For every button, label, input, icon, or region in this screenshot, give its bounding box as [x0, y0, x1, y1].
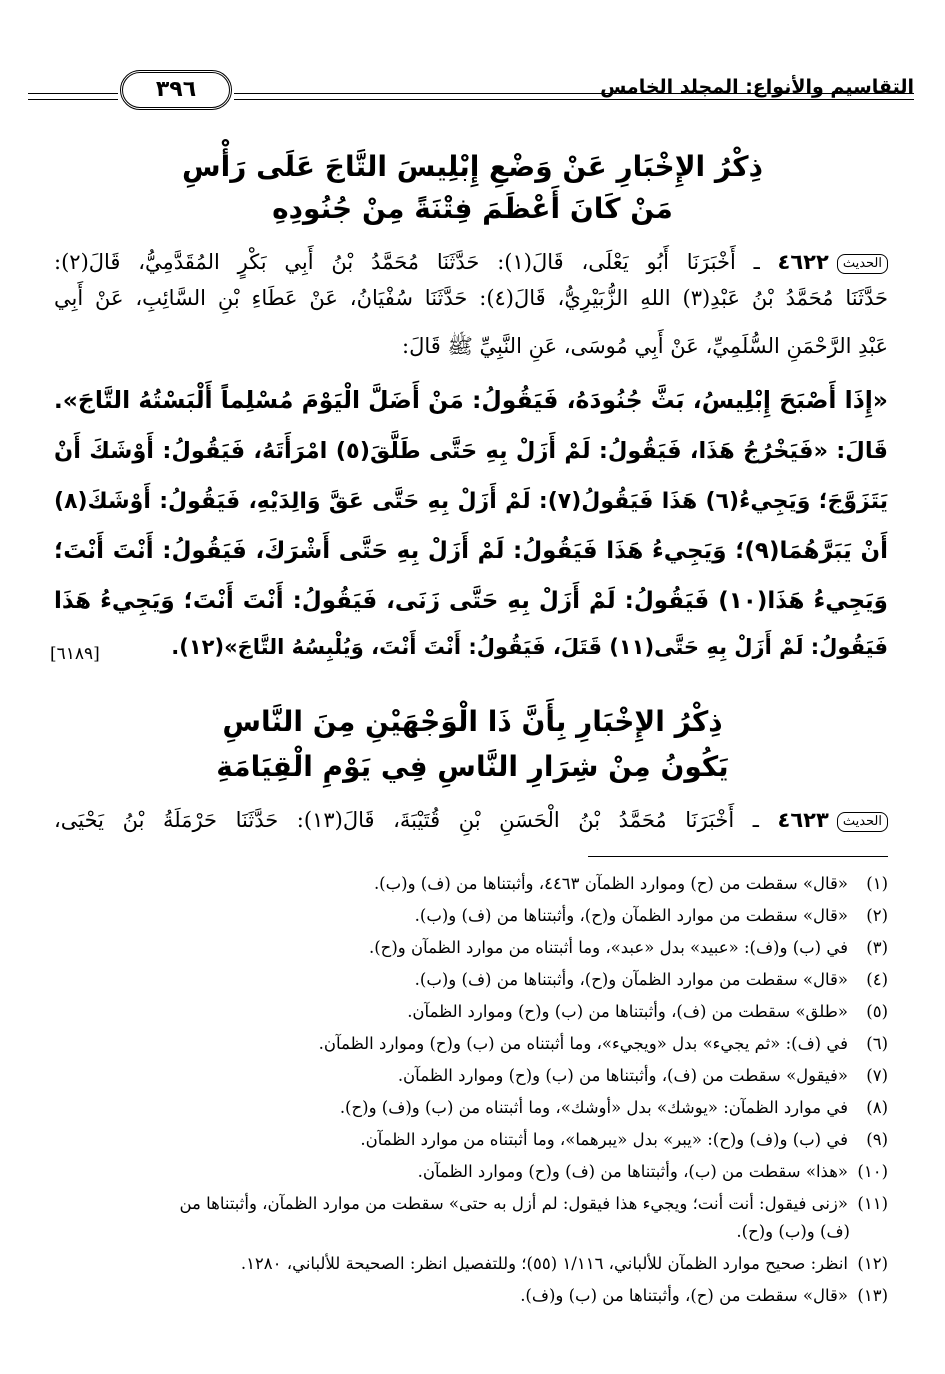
footnote-5: (٥)«طلق» سقطت من (ف)، وأثبتناها من (ب) و(ح) وموارد الظمآن.: [407, 1002, 888, 1021]
narration-text: ـ أَخْبَرَنَا أَبُو يَعْلَى، قَالَ(١): حَدَّثَنَا مُحَمَّدُ بْنُ أَبِي بَكْرٍ المُقَدَّمِيُّ، قَالَ(٢):: [54, 250, 760, 274]
hadith-number: ٤٦٢٢: [777, 250, 829, 274]
section-title-1-line-1: ذِكْرُ الإِخْبَارِ عَنْ وَضْعِ إِبْلِيسَ التَّاجَ عَلَى رَأْسِ: [182, 150, 763, 183]
hadith-4622-matn-line-2: قَالَ: «فَيَخْرُجُ هَذَا، فَيَقُولُ: لَمْ أَزَلْ بِهِ حَتَّى طَلَّقَ(٥) امْرَأَتَهُ، فَيَقُولُ: أَوْشَكَ أَنْ: [54, 438, 888, 464]
footnote-2: (٢)«قال» سقطت من موارد الظمآن و(ح)، وأثبتناها من (ف) و(ب).: [414, 906, 888, 925]
footnote-11: (١١)«زنى فيقول: أنت أنت؛ ويجيء هذا فيقول: لم أزل به حتى» سقطت من موارد الظمآن، وأثبتناها من: [179, 1194, 888, 1213]
running-header: [28, 68, 914, 118]
footnote-separator: [588, 856, 888, 857]
footnote-6: (٦)في (ف): «ثم يجيء» بدل «ويجيء»، وما أثبتناه من (ب) و(ح) وموارد الظمآن.: [318, 1034, 888, 1053]
hadith-badge: الحديث: [837, 254, 888, 274]
narration-text: ـ أَخْبَرَنَا مُحَمَّدُ بْنُ الْحَسَنِ بْنِ قُتَيْبَةَ، قَالَ(١٣): حَدَّثَنَا حَرْمَلَةُ بْنُ يَحْيَى،: [54, 808, 759, 832]
footnote-3: (٣)في (ب) و(ف): «عبيد» بدل «عبد»، وما أثبتناه من موارد الظمآن و(ح).: [369, 938, 888, 957]
footnote-9: (٩)في (ب) و(ف) و(ح): «يبر» بدل «يبرهما»، وما أثبتناه من موارد الظمآن.: [360, 1130, 888, 1149]
footnote-4: (٤)«قال» سقطت من موارد الظمآن و(ح)، وأثبتناها من (ف) و(ب).: [414, 970, 888, 989]
hadith-badge: الحديث: [837, 812, 888, 832]
section-title-1-line-2: مَنْ كَانَ أَعْظَمَ فِتْنَةً مِنْ جُنُودِهِ: [272, 192, 673, 225]
hadith-4622-matn-line-6: فَيَقُولُ: لَمْ أَزَلْ بِهِ حَتَّى(١١) قَتَلَ، فَيَقُولُ: أَنْتَ أَنْتَ، وَيُلْبِسُهُ التَّاجَ»(١٢).: [171, 635, 888, 659]
footnote-12: (١٢)انظر: صحيح موارد الظمآن للألباني، ١/١١٦ (٥٥)؛ وللتفصيل انظر: الصحيحة للألباني، ١٢٨٠.: [240, 1254, 888, 1273]
hadith-4622-matn-line-3: يَتَزَوَّجَ؛ وَيَجِيءُ(٦) هَذَا فَيَقُولُ(٧): لَمْ أَزَلْ بِهِ حَتَّى عَقَّ وَالِدَيْهِ، فَيَقُولُ: أَوْشَكَ(٨): [54, 489, 888, 514]
hadith-4622-matn-line-4: أَنْ يَبَرَّهُمَا(٩)؛ وَيَجِيءُ هَذَا فَيَقُولُ: لَمْ أَزَلْ بِهِ حَتَّى أَشْرَكَ، فَيَقُولُ: أَنْتَ أَنْتَ؛: [54, 538, 888, 564]
section-title-2-line-2: يَكُونُ مِنْ شِرَارِ النَّاسِ فِي يَوْمِ الْقِيَامَةِ: [216, 750, 729, 783]
hadith-4622-line-3: عَبْدِ الرَّحْمَنِ السُّلَمِيِّ، عَنْ أَبِي مُوسَى، عَنِ النَّبِيِّ ﷺ قَالَ:: [402, 334, 888, 358]
footnote-13: (١٣)«قال» سقطت من (ح)، وأثبتناها من (ب) و(ف).: [520, 1286, 888, 1305]
footnote-8: (٨)في موارد الظمآن: «يوشك» بدل «أوشك»، وما أثبتناه من (ب) و(ف) و(ح).: [339, 1098, 888, 1117]
hadith-number: ٤٦٢٣: [777, 808, 829, 832]
hadith-4622-line-2: حَدَّثَنَا مُحَمَّدُ بْنُ عَبْدِ(٣) اللهِ الزُّبَيْرِيُّ، قَالَ(٤): حَدَّثَنَا سُفْيَانُ، عَنْ عَطَاءِ بْنِ السَّائِبِ، عَنْ أَبِي: [54, 286, 888, 310]
hadith-4622-matn-line-5: وَيَجِيءُ هَذَا(١٠) فَيَقُولُ: لَمْ أَزَلْ بِهِ حَتَّى زَنَى، فَيَقُولُ: أَنْتَ أَنْتَ؛ وَيَجِيءُ هَذَا: [54, 588, 888, 614]
page-number: ٣٩٦: [120, 70, 232, 110]
cross-reference: [٦١٨٩]: [50, 644, 100, 664]
footnote-10: (١٠)«هذا» سقطت من (ب)، وأثبتناها من (ف) و(ح) وموارد الظمآن.: [417, 1162, 888, 1181]
footnote-11-continuation: (ف) و(ب) و(ح).: [736, 1222, 850, 1241]
hadith-4622-line-1: [54, 250, 888, 274]
footnote-1: (١)«قال» سقطت من (ح) وموارد الظمآن ٤٤٦٣، وأثبتناها من (ف) و(ب).: [373, 874, 888, 893]
running-title: التقاسيم والأنواع: المجلد الخامس: [600, 76, 914, 98]
section-title-2-line-1: ذِكْرُ الإِخْبَارِ بِأَنَّ ذَا الْوَجْهَيْنِ مِنَ النَّاسِ: [222, 705, 723, 738]
footnote-7: (٧)«فيقول» سقطت من (ف)، وأثبتناها من (ب) و(ح) وموارد الظمآن.: [397, 1066, 888, 1085]
hadith-4623-line-1: [54, 808, 888, 832]
header-rule-left: [28, 93, 118, 100]
hadith-4622-matn-line-1: «إِذَا أَصْبَحَ إِبْلِيسُ، بَثَّ جُنُودَهُ، فَيَقُولُ: مَنْ أَضَلَّ الْيَوْمَ مُسْلِماً أَلْبَسْتُهُ التَّاجَ».: [53, 386, 888, 414]
